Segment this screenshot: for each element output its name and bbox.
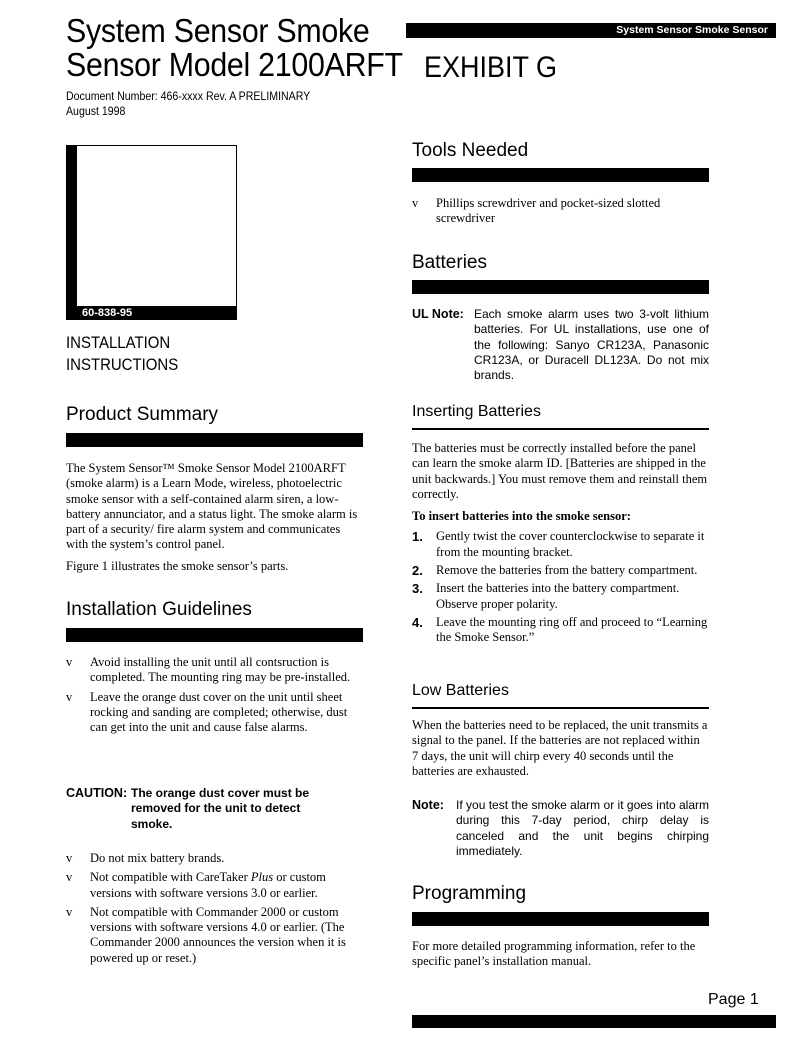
document-date: August 1998 <box>66 106 126 118</box>
section-bar <box>66 628 363 642</box>
ul-note <box>412 307 709 383</box>
section-bar <box>412 168 709 182</box>
step-item: 4. Leave the mounting ring off and proceed to “Learning the Smoke Sensor.” <box>412 614 708 645</box>
page-number: Page 1 <box>708 991 759 1008</box>
note-text: If you test the smoke alarm or it goes into alarm during this 7-day period, chirp delay is canceled and the unit begins chirping immediately. <box>456 798 709 858</box>
document-number: Document Number: 466-xxxx Rev. A PRELIMINARY <box>66 91 311 103</box>
step-item: 1. Gently twist the cover counterclockwise to separate it from the mounting bracket. <box>412 529 705 559</box>
figure-reference: Figure 1 illustrates the smoke sensor’s parts. <box>66 558 289 573</box>
list-item: v Phillips screwdriver and pocket-sized slotted screwdriver <box>412 196 661 226</box>
header-bar: System Sensor Smoke Sensor <box>406 23 776 38</box>
section-rule <box>412 707 709 709</box>
bullet-mark: v <box>66 851 73 865</box>
document-title: System Sensor Smoke Sensor Model 2100ARFT <box>66 12 403 83</box>
bullet-mark: v <box>66 904 73 919</box>
bullet-mark: v <box>66 870 73 885</box>
installation-instructions-label: INSTALLATION INSTRUCTIONS <box>66 333 179 374</box>
bullet-mark: v <box>66 689 73 704</box>
caution-text: The orange dust cover must be removed for the unit to detect smoke. <box>131 786 310 831</box>
document-meta <box>66 90 310 120</box>
caution-note <box>66 786 363 832</box>
batteries-heading: Batteries <box>412 252 487 273</box>
note-label: Note: <box>412 798 444 812</box>
ul-note-label: UL Note: <box>412 307 464 321</box>
inserting-batteries-body <box>412 441 709 646</box>
tools-needed-heading: Tools Needed <box>412 140 529 161</box>
list-item: v Avoid installing the unit until all contsruction is completed. The mounting ring may be pre-installed. <box>66 655 351 685</box>
procedure-subheading: To insert batteries into the smoke sensor: <box>412 509 631 524</box>
part-number: 60-838-95 <box>66 306 237 320</box>
bullet-mark: v <box>66 655 73 669</box>
list-item: v Leave the orange dust cover on the unit until sheet rocking and sanding are completed; otherwise, dust can get into the unit and cause false alarms. <box>66 689 348 735</box>
inserting-batteries-heading: Inserting Batteries <box>412 403 541 420</box>
step-item: 2. Remove the batteries from the battery compartment. <box>412 563 698 579</box>
list-item: v Not compatible with CareTaker Plus or custom versions with software versions 3.0 or earlier. <box>66 870 326 900</box>
cover-image-edge <box>66 145 77 319</box>
list-item: v Not compatible with Commander 2000 or custom versions with software versions 4.0 or earlier. (The Commander 2000 announces the version when it is powered up or reset.) <box>66 904 346 965</box>
ul-note-text: Each smoke alarm uses two 3-volt lithium batteries. For UL installations, use one of the following: Sanyo CR123A, Panasonic CR123A, or Duracell DL123A. Do not mix brands. <box>474 307 709 383</box>
product-summary-body <box>66 461 363 574</box>
product-summary-paragraph: The System Sensor™ Smoke Sensor Model 2100ARFT (smoke alarm) is a Learn Mode, wireless, photoelectric smoke sensor with a self-contained alarm siren, a low-battery annunciator, and a status light. The smoke alarm is part of a security/ fire alarm system and communicates with the system’s control panel. <box>66 461 358 552</box>
section-rule <box>412 428 709 430</box>
product-summary-heading: Product Summary <box>66 404 219 425</box>
installation-list-a <box>66 655 363 735</box>
inserting-paragraph: The batteries must be correctly installed before the panel can learn the smoke alarm ID. [Batteries are shipped in the unit backwards.] You must remove them and reinstall them correctly. <box>412 441 708 501</box>
installation-list-b <box>66 851 363 966</box>
section-bar <box>412 280 709 294</box>
list-item: v Do not mix battery brands. <box>66 851 225 865</box>
section-bar <box>412 912 709 926</box>
caution-label: CAUTION: <box>66 786 128 800</box>
exhibit-label: EXHIBIT G <box>424 51 558 84</box>
low-batteries-paragraph: When the batteries need to be replaced, the unit transmits a signal to the panel. If the batteries are not replaced within 7 days, the unit will chirp every 40 seconds until the batteries are exhausted. <box>412 718 708 778</box>
step-item: 3. Insert the batteries into the battery compartment. Observe proper polarity. <box>412 581 680 611</box>
cover-image-frame <box>66 145 237 319</box>
tools-list <box>412 196 709 227</box>
section-bar <box>66 433 363 447</box>
low-batteries-heading: Low Batteries <box>412 682 509 699</box>
installation-guidelines-heading: Installation Guidelines <box>66 599 252 620</box>
low-battery-note <box>412 798 709 859</box>
bullet-mark: v <box>412 196 419 210</box>
footer-bar <box>412 1015 776 1028</box>
programming-paragraph: For more detailed programming information, refer to the specific panel’s installation manual. <box>412 939 696 969</box>
programming-heading: Programming <box>412 883 527 904</box>
